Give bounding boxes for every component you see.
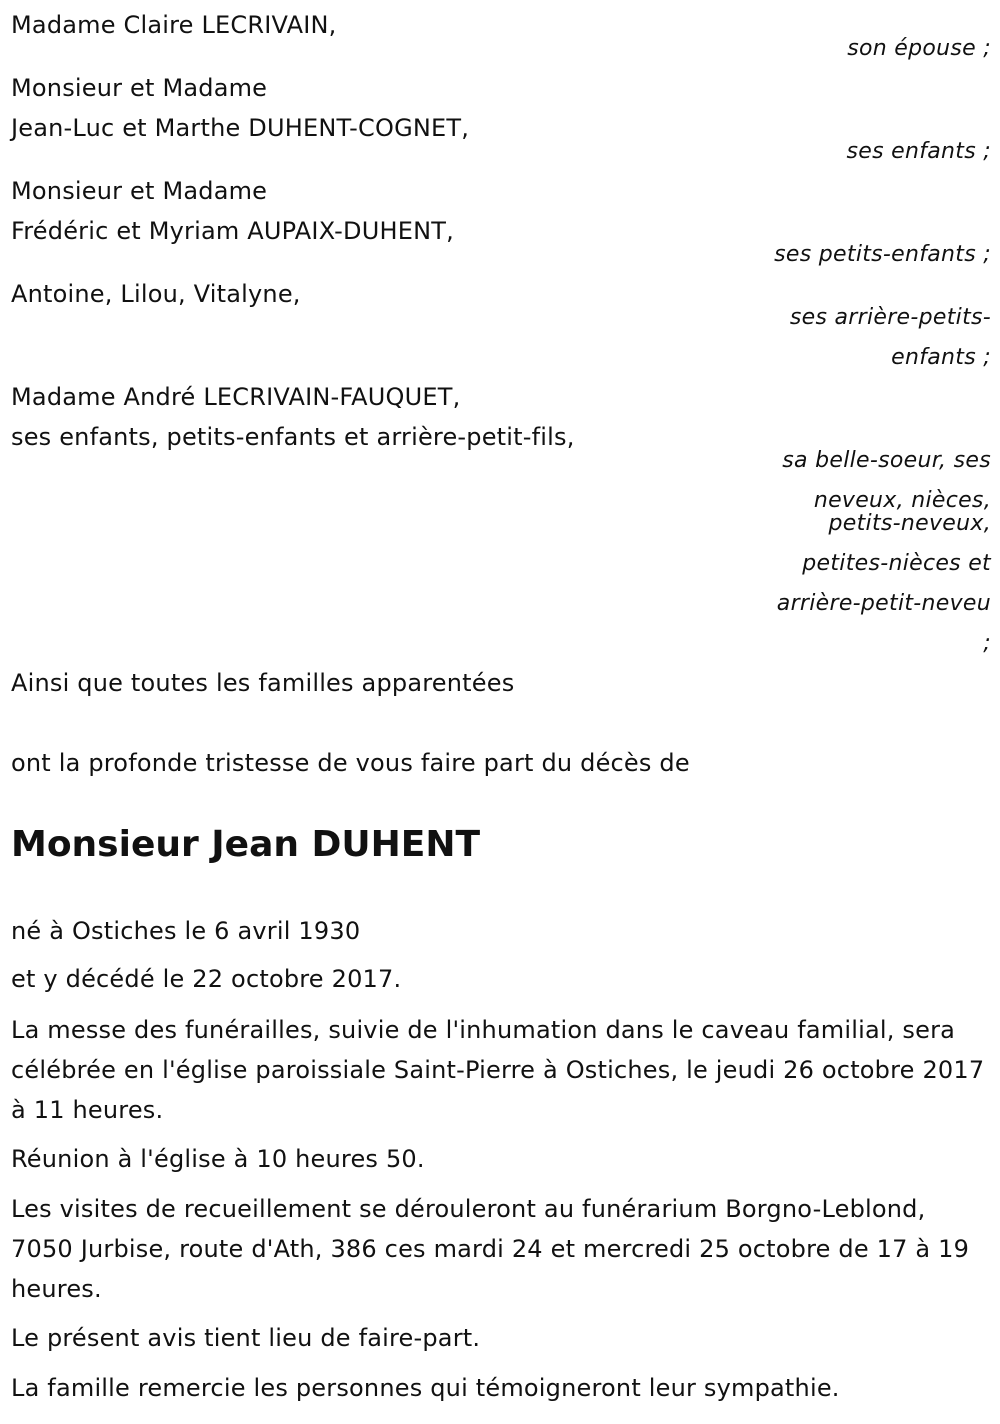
deceased-name: Monsieur Jean DUHENT xyxy=(11,824,481,865)
sister-in-law-relation-2: neveux, nièces, xyxy=(813,488,991,513)
grandchildren-line-2: Frédéric et Myriam AUPAIX-DUHENT, xyxy=(11,217,454,245)
announcement-intro: ont la profonde tristesse de vous faire part du décès de xyxy=(11,749,690,777)
spouse-relation: son épouse ; xyxy=(847,36,991,61)
visits-paragraph: Les visites de recueillement se dérouleront au funérarium Borgno-Leblond, 7050 Jurbise, route d'Ath, 386 ces mardi 24 et mercredi 25 octobre de 17 à 19 heures. xyxy=(11,1195,970,1303)
great-grandchildren-relation-2: enfants ; xyxy=(891,345,991,370)
birth-info: né à Ostiches le 6 avril 1930 xyxy=(11,917,361,945)
children-line-2: Jean-Luc et Marthe DUHENT-COGNET, xyxy=(11,114,470,142)
grandchildren-line-1: Monsieur et Madame xyxy=(11,177,268,205)
sister-in-law-line-1: Madame André LECRIVAIN-FAUQUET, xyxy=(11,383,461,411)
sister-in-law-relation-1: sa belle-soeur, ses xyxy=(782,448,991,473)
grandchildren-relation: ses petits-enfants ; xyxy=(774,242,991,267)
sister-in-law-relation-4: petites-nièces et xyxy=(802,551,991,576)
sister-in-law-relation-5: arrière-petit-neveu xyxy=(776,591,991,616)
death-info: et y décédé le 22 octobre 2017. xyxy=(11,965,402,993)
church-meeting: Réunion à l'église à 10 heures 50. xyxy=(11,1145,425,1173)
sister-in-law-line-2: ses enfants, petits-enfants et arrière-petit-fils, xyxy=(11,423,575,451)
children-line-1: Monsieur et Madame xyxy=(11,74,268,102)
thanks-statement: La famille remercie les personnes qui témoigneront leur sympathie. xyxy=(11,1374,840,1402)
spouse-name: Madame Claire LECRIVAIN, xyxy=(11,11,337,39)
funeral-mass-paragraph: La messe des funérailles, suivie de l'inhumation dans le caveau familial, sera célébrée en l'église paroissiale Saint-Pierre à Ostiches, le jeudi 26 octobre 2017 à 11 heures. xyxy=(11,1016,985,1124)
sister-in-law-relation-3: petits-neveux, xyxy=(828,511,991,536)
sister-in-law-relation-6: ; xyxy=(983,631,991,656)
related-families: Ainsi que toutes les familles apparentées xyxy=(11,669,515,697)
great-grandchildren-relation-1: ses arrière-petits- xyxy=(789,305,991,330)
notice-statement: Le présent avis tient lieu de faire-part. xyxy=(11,1324,481,1352)
great-grandchildren-names: Antoine, Lilou, Vitalyne, xyxy=(11,280,301,308)
children-relation: ses enfants ; xyxy=(846,139,991,164)
